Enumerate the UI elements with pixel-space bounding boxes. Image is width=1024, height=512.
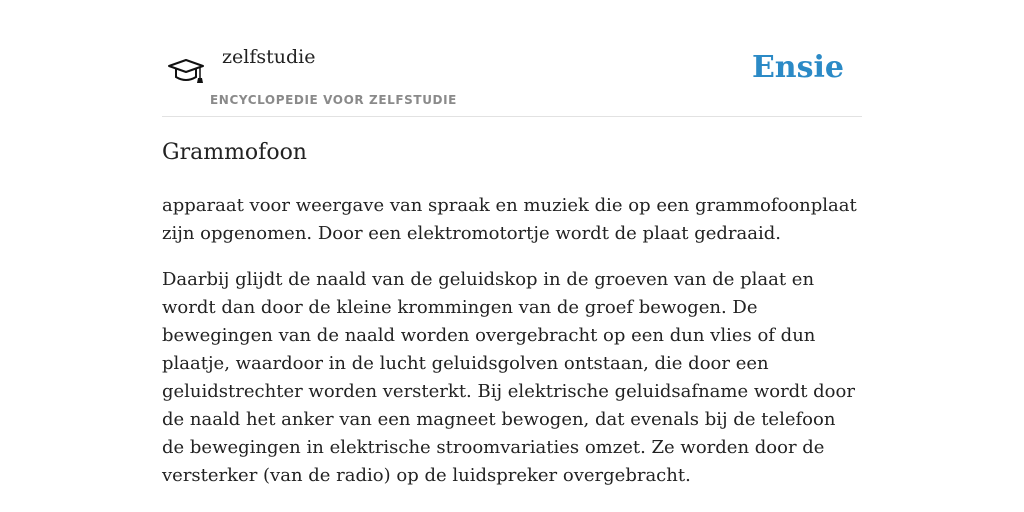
brand-logo[interactable]: Ensie: [751, 50, 844, 85]
site-name[interactable]: zelfstudie: [222, 46, 316, 68]
site-tagline: ENCYCLOPEDIE VOOR ZELFSTUDIE: [210, 93, 457, 107]
site-header: [162, 0, 862, 117]
article-title: Grammofoon: [162, 140, 307, 165]
article-paragraph: apparaat voor weergave van spraak en muziek die op een grammofoonplaat zijn opgenomen. Door een elektromotortje wordt de plaat gedraaid.: [162, 195, 857, 244]
article-body: [162, 192, 862, 508]
graduation-cap-icon[interactable]: [166, 52, 206, 90]
article-paragraph: Daarbij glijdt de naald van de geluidskop in de groeven van de plaat en wordt dan door de kleine krommingen van de groef bewogen. De bewegingen van de naald worden overgebracht op een dun vlies of dun plaatje, waardoor in de lucht geluidsgolven ontstaan, die door een geluidstrechter worden versterkt. Bij elektrische geluidsafname wordt door de naald het anker van een magneet bewogen, dat evenals bij de telefoon de bewegingen in elektrische stroomvariaties omzet. Ze worden door de versterker (van de radio) op de luidspreker overgebracht.: [162, 269, 855, 486]
